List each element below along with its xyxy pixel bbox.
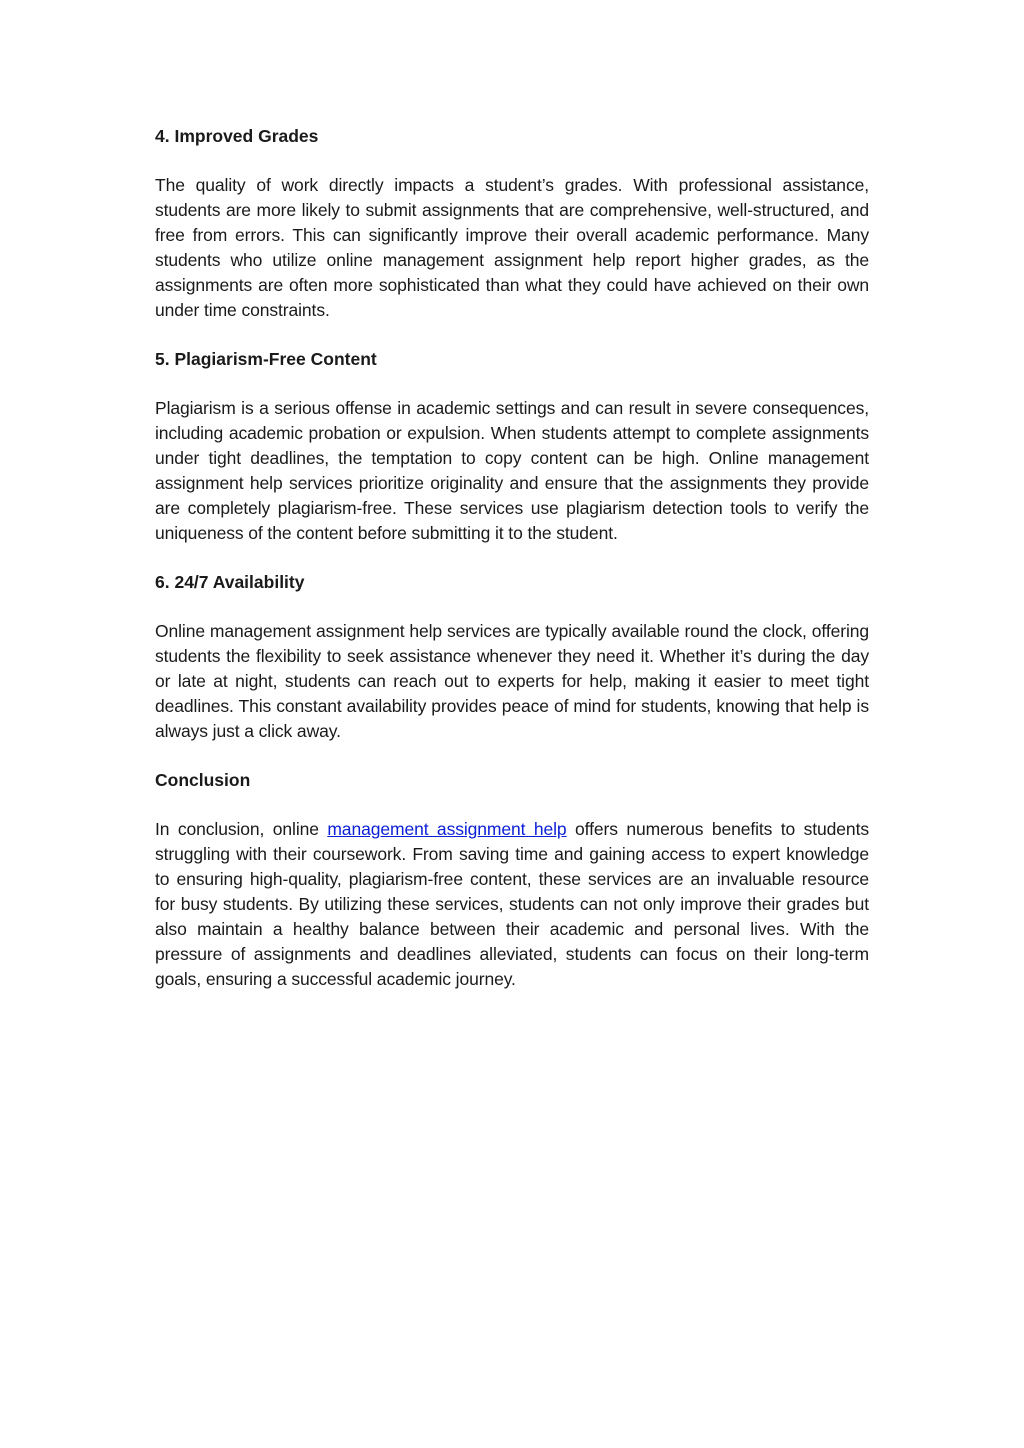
paragraph-plagiarism-free-content: Plagiarism is a serious offense in academic settings and can result in severe consequences, including academic probation or expulsion. When students attempt to complete assignments under tight deadlines, the temptation to copy content can be high. Online management assignment help services prioritize originality and ensure that the assignments they provide are completely plagiarism-free. These services use plagiarism detection tools to verify the uniqueness of the content before submitting it to the student. — [155, 398, 869, 543]
heading-availability: 6. 24/7 Availability — [155, 572, 305, 592]
heading-plagiarism-free-content: 5. Plagiarism-Free Content — [155, 349, 377, 369]
conclusion-text-before-link: In conclusion, online — [155, 819, 328, 839]
heading-improved-grades: 4. Improved Grades — [155, 126, 319, 146]
document-page — [155, 124, 869, 1016]
heading-conclusion: Conclusion — [155, 770, 251, 790]
paragraph-availability: Online management assignment help services are typically available round the clock, offering students the flexibility to seek assistance whenever they need it. Whether it’s during the day or late at night, students can reach out to experts for help, making it easier to meet tight deadlines. This constant availability provides peace of mind for students, knowing that help is always just a click away. — [155, 621, 869, 741]
conclusion-text-after-link: offers numerous benefits to students struggling with their coursework. From saving time and gaining access to expert knowledge to ensuring high-quality, plagiarism-free content, these services are an invaluable resource for busy students. By utilizing these services, students can not only improve their grades but also maintain a healthy balance between their academic and personal lives. With the pressure of assignments and deadlines alleviated, students can focus on their long-term goals, ensuring a successful academic journey. — [155, 819, 869, 989]
management-assignment-help-link[interactable]: management assignment help — [327, 819, 567, 839]
paragraph-improved-grades: The quality of work directly impacts a student’s grades. With professional assistance, students are more likely to submit assignments that are comprehensive, well-structured, and free from errors. This can significantly improve their overall academic performance. Many students who utilize online management assignment help report higher grades, as the assignments are often more sophisticated than what they could have achieved on their own under time constraints. — [155, 175, 869, 320]
paragraph-conclusion — [155, 817, 869, 992]
